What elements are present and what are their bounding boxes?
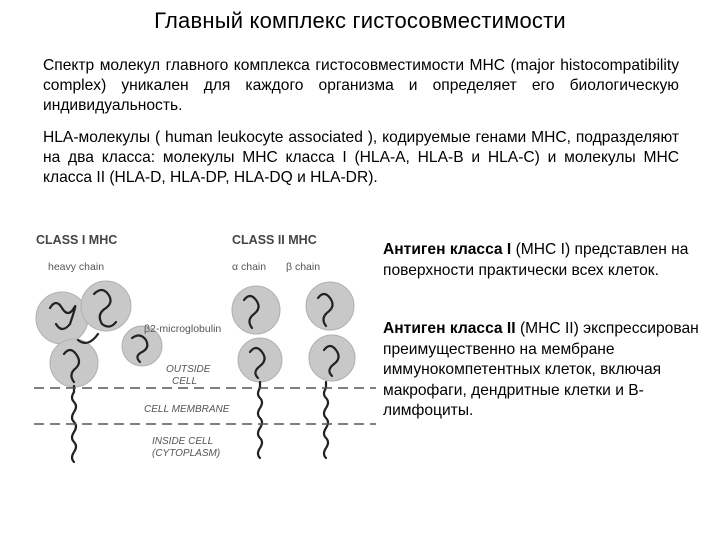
class1-label: CLASS I MHC [36, 233, 118, 247]
class2-label: CLASS II MHC [232, 233, 317, 247]
outside-cell-label-1: OUTSIDE [166, 364, 211, 375]
class1-description [383, 240, 703, 281]
class1-heading: Антиген класса I [383, 241, 512, 258]
hla-paragraph: HLA-молекулы ( human leukocyte associated ), кодируемые генами MHC, подразделяют на два класса: молекулы MHC класса I (HLA-A, HLA-B и HLA-C) и молекулы MHC класса II (HLA-D, HLA-DP, HLA-DQ и HLA-DR). [43, 129, 679, 186]
class2-heading: Антиген класса II [383, 320, 516, 337]
intro-paragraph: Спектр молекул главного комплекса гистосовместимости MHC (major histocompatibility complex) уникален для каждого организма и определяет его биологическую индивидуальность. [43, 57, 679, 114]
cell-membrane-label: CELL MEMBRANE [144, 404, 230, 415]
beta-chain-label: β chain [286, 261, 321, 273]
inside-cell-label-1: INSIDE CELL [152, 436, 214, 447]
mhc-diagram [34, 228, 376, 476]
class1-text: (MHC I) представлен на поверхности практически всех клеток. [383, 241, 689, 279]
class2-description [383, 319, 703, 422]
alpha-chain-label: α chain [232, 261, 267, 273]
inside-cell-label-2: (CYTOPLASM) [152, 448, 221, 459]
slide-title: Главный комплекс гистосовместимости [154, 8, 566, 33]
heavy-chain-label: heavy chain [48, 261, 105, 273]
class2-text: (MHC II) экспрессирован преимущественно на мембране иммунокомпетентных клеток, включая макрофаги, дендритные клетки и В-лимфоциты. [383, 320, 699, 419]
b2m-label: β2-microglobulin [144, 323, 222, 335]
outside-cell-label-2: CELL [172, 376, 198, 387]
